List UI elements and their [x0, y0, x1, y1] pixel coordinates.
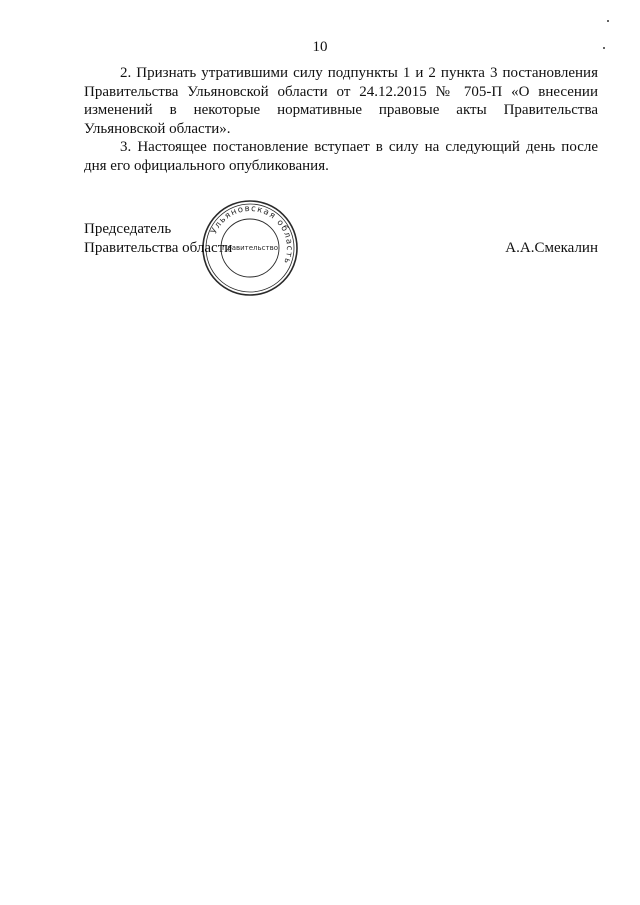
signatory-title-line2: Правительства области [84, 239, 233, 256]
signatory-name: А.А.Смекалин [505, 240, 598, 256]
paragraph-2: 2. Признать утратившими силу подпункты 1 и 2 пункта 3 постановления Правительства Ульяновской области от 24.12.2015 № 705-П «О внесении изменений в некоторые нормативные правовые акты Правительства Ульяновской области». [84, 65, 598, 137]
signatory-title-line1: Председатель [84, 221, 172, 237]
scan-artifact-dot [607, 20, 609, 22]
signatory-title [84, 220, 232, 257]
svg-text:Правительство: Правительство [222, 244, 278, 252]
svg-text:Ульяновская область: Ульяновская область [209, 203, 295, 266]
document-body [84, 64, 598, 175]
page-number: 10 [312, 39, 328, 55]
paragraph-3: 3. Настоящее постановление вступает в силу на следующий день после дня его официального опубликования. [84, 139, 598, 174]
